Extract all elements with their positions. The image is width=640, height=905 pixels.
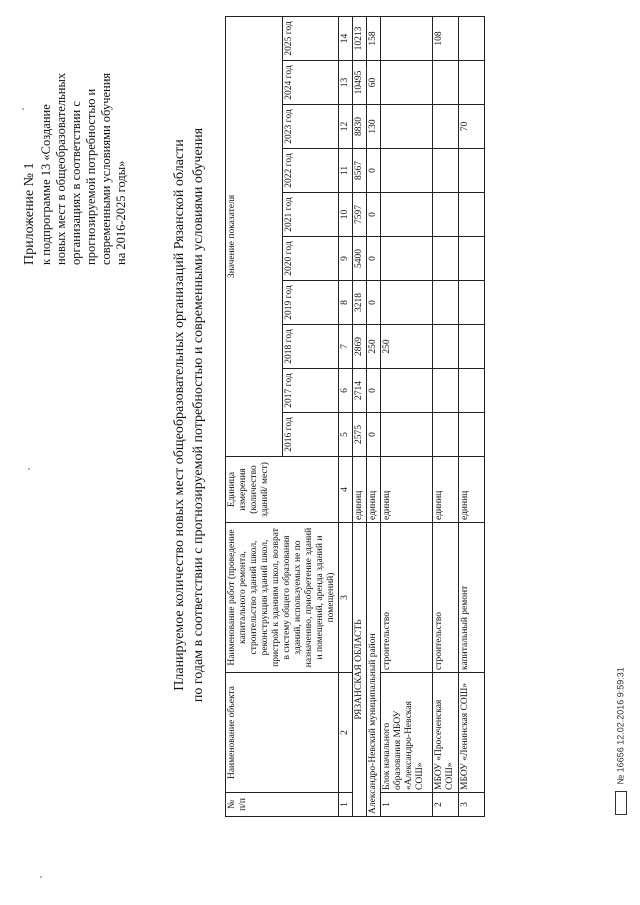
index-cell: 11: [339, 149, 353, 193]
header-num: № п/п: [226, 793, 339, 817]
region-value: 10213: [353, 16, 367, 60]
row-value: [433, 105, 459, 149]
row-value: 108: [433, 16, 459, 60]
registration-stamp: [615, 667, 627, 815]
row-num: 1: [381, 793, 433, 817]
appendix-line: прогнозируемой потребностью и: [84, 88, 98, 265]
table-row: [433, 16, 459, 816]
header-year: 2022 год: [282, 149, 339, 193]
row-value: [381, 237, 433, 281]
title-line-2: по годам в соответствии с прогнозируемой потребностью и современными условиями обучения: [191, 127, 206, 703]
region-row: [353, 16, 367, 816]
scan-speck: [22, 108, 24, 110]
row-value: [381, 369, 433, 413]
district-value: 130: [367, 105, 381, 149]
row-num: 3: [459, 793, 485, 817]
row-value: [459, 413, 485, 457]
row-works: строительство: [381, 523, 433, 673]
row-value: [459, 61, 485, 105]
row-unit: единиц: [433, 457, 459, 523]
region-value: 10495: [353, 61, 367, 105]
index-cell: 7: [339, 325, 353, 369]
district-value: 158: [367, 16, 381, 60]
header-year: 2018 год: [282, 325, 339, 369]
row-works: строительство: [433, 523, 459, 673]
row-value: [459, 237, 485, 281]
index-cell: 1: [339, 793, 353, 817]
district-value: 250: [367, 325, 381, 369]
places-table: [225, 16, 485, 817]
district-value: 0: [367, 369, 381, 413]
district-value: 0: [367, 237, 381, 281]
row-value: [433, 281, 459, 325]
region-value: 8567: [353, 149, 367, 193]
header-year: 2016 год: [282, 413, 339, 457]
row-value: [433, 237, 459, 281]
header-object: Наименование объекта: [226, 673, 339, 793]
region-value: 2869: [353, 325, 367, 369]
title-line-1: Планируемое количество новых мест общеобразовательных организаций Рязанской области: [172, 139, 187, 691]
index-cell: 12: [339, 105, 353, 149]
index-cell: 9: [339, 237, 353, 281]
stamp-number: № 16656: [615, 747, 626, 785]
row-unit: единиц: [381, 457, 433, 523]
header-works: Наименование работ (проведение капитального ремонта, строительство зданий школ, реконструкция зданий школ, пристрой к зданиям школ, возврат в систему общего образования зданий, используемых не по назначению, приобретение зданий и помещений, аренда зданий и помещений): [226, 523, 339, 673]
index-cell: 3: [339, 523, 353, 673]
region-value: 3218: [353, 281, 367, 325]
row-value: [381, 149, 433, 193]
row-value: [459, 149, 485, 193]
row-works: капитальный ремонт: [459, 523, 485, 673]
district-value: 60: [367, 61, 381, 105]
index-row: [339, 16, 353, 816]
header-year: 2017 год: [282, 369, 339, 413]
scan-speck: [40, 876, 42, 878]
region-value: 2575: [353, 413, 367, 457]
region-value: 2714: [353, 369, 367, 413]
header-year: 2023 год: [282, 105, 339, 149]
scan-speck: [28, 468, 30, 470]
district-value: 0: [367, 149, 381, 193]
appendix-heading: Приложение № 1: [22, 162, 37, 265]
header-values-group: Значение показателя: [226, 16, 283, 456]
row-value: [459, 325, 485, 369]
header-unit: Единица измерения (количество зданий/ мест): [226, 457, 339, 523]
appendix-block: [22, 15, 129, 265]
row-object: МБОУ «Просеченская СОШ»: [433, 673, 459, 793]
stamp-datetime: 12.02.2016 9:59:31: [615, 667, 626, 745]
header-year: 2024 год: [282, 61, 339, 105]
table-row: [381, 16, 433, 816]
index-cell: 5: [339, 413, 353, 457]
district-row: [367, 16, 381, 816]
row-num: 2: [433, 793, 459, 817]
region-value: 5400: [353, 237, 367, 281]
appendix-line: новых мест в общеобразовательных: [54, 72, 68, 265]
region-value: 8830: [353, 105, 367, 149]
header-year: 2019 год: [282, 281, 339, 325]
district-unit: единиц: [367, 457, 381, 523]
district-value: 0: [367, 193, 381, 237]
index-cell: 2: [339, 673, 353, 793]
appendix-line: к подпрограмме 13 «Создание: [39, 104, 53, 265]
index-cell: 10: [339, 193, 353, 237]
row-value: [381, 413, 433, 457]
row-object: Блок начального образования МБОУ «Александро-Невская СОШ»: [381, 673, 433, 793]
region-unit: единиц: [353, 457, 367, 523]
appendix-line: организациях в соответствии с: [69, 101, 83, 265]
row-value: 70: [459, 105, 485, 149]
row-unit: единиц: [459, 457, 485, 523]
header-year: 2021 год: [282, 193, 339, 237]
row-value: [459, 16, 485, 60]
header-year: 2025 год: [282, 16, 339, 60]
row-object: МБОУ «Ленинская СОШ»: [459, 673, 485, 793]
row-value: [459, 369, 485, 413]
row-value: [381, 16, 433, 60]
header-year: 2020 год: [282, 237, 339, 281]
row-value: [433, 325, 459, 369]
row-value: [433, 149, 459, 193]
row-value: [433, 61, 459, 105]
row-value: [459, 193, 485, 237]
district-value: 0: [367, 281, 381, 325]
region-value: 7597: [353, 193, 367, 237]
row-value: [381, 281, 433, 325]
district-label: Александро-Невский муниципальный район: [367, 523, 381, 817]
index-cell: 13: [339, 61, 353, 105]
stamp-logo-icon: [615, 791, 627, 815]
row-value: [381, 61, 433, 105]
row-value: [459, 281, 485, 325]
row-value: 250: [381, 325, 433, 369]
row-value: [433, 369, 459, 413]
index-cell: 4: [339, 457, 353, 523]
district-value: 0: [367, 413, 381, 457]
row-value: [381, 105, 433, 149]
index-cell: 8: [339, 281, 353, 325]
table-row: [459, 16, 485, 816]
row-value: [433, 193, 459, 237]
row-value: [433, 413, 459, 457]
appendix-line: современными условиями обучения: [99, 72, 113, 265]
appendix-line: на 2016-2025 годы»: [114, 160, 128, 265]
header-row: [226, 16, 283, 816]
region-label: РЯЗАНСКАЯ ОБЛАСТЬ: [353, 523, 367, 817]
document-title: [170, 35, 208, 795]
index-cell: 6: [339, 369, 353, 413]
index-cell: 14: [339, 16, 353, 60]
row-value: [381, 193, 433, 237]
